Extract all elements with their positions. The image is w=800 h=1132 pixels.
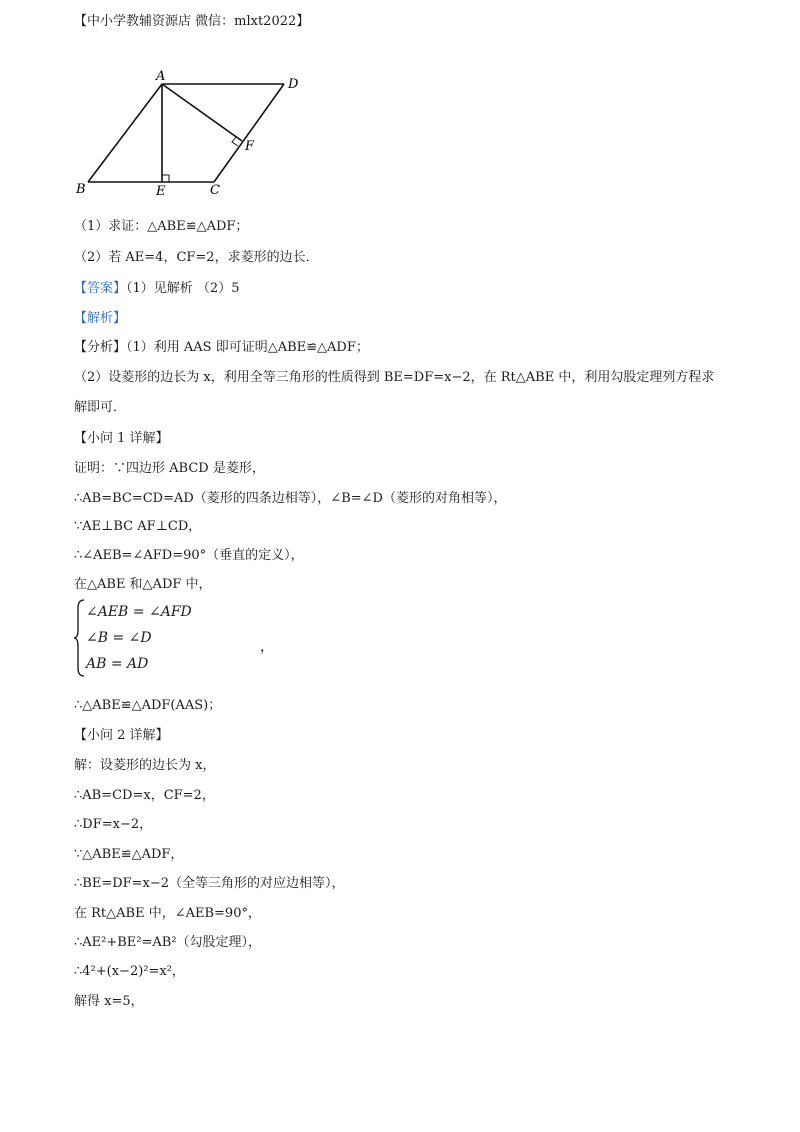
- solution-line-1: 解：设菱形的边长为 x，: [74, 758, 216, 773]
- label-A: A: [156, 69, 166, 84]
- label-D: D: [288, 77, 299, 92]
- label-B: B: [76, 182, 86, 197]
- rhombus-figure: [70, 68, 310, 202]
- analysis-3: 解即可．: [74, 400, 127, 415]
- analysis-2: （2）设菱形的边长为 x，利用全等三角形的性质得到 BE=DF=x−2，在 Rt△ABE 中，利用勾股定理列方程求: [74, 370, 715, 385]
- answer-tag: 【答案】: [74, 281, 127, 296]
- analysis-tag: 【解析】: [74, 311, 127, 326]
- answer-line: [74, 280, 239, 298]
- system-comma: ，: [260, 639, 274, 655]
- solution-line-3: ∴DF=x−2，: [74, 817, 153, 832]
- label-C: C: [210, 183, 220, 198]
- proof-line-2: ∴AB=BC=CD=AD（菱形的四条边相等），∠B=∠D（菱形的对角相等），: [74, 491, 507, 506]
- analysis-1: 【分析】（1）利用 AAS 即可证明△ABE≌△ADF；: [74, 340, 369, 355]
- label-F: F: [245, 139, 255, 154]
- equation-1: ∠AEB = ∠AFD: [86, 604, 192, 620]
- equation-2: ∠B = ∠D: [86, 630, 152, 646]
- part2-heading: 【小问 2 详解】: [74, 728, 169, 743]
- solution-line-4: ∵△ABE≌△ADF，: [74, 847, 184, 862]
- solution-line-7: ∴AE²+BE²=AB²（勾股定理），: [74, 935, 262, 950]
- proof-line-5: 在△ABE 和△ADF 中，: [74, 577, 212, 592]
- proof-line-4: ∴∠AEB=∠AFD=90°（垂直的定义），: [74, 548, 304, 563]
- equation-3: AB = AD: [86, 656, 149, 672]
- proof-line-1: 证明：∵四边形 ABCD 是菱形，: [74, 461, 265, 476]
- question-1: （1）求证：△ABE≌△ADF；: [74, 219, 249, 234]
- label-E: E: [156, 184, 166, 198]
- proof-line-6: ∴△ABE≌△ADF(AAS)；: [74, 698, 222, 713]
- part1-heading: 【小问 1 详解】: [74, 431, 169, 446]
- page-header: 【中小学教辅资源店 微信：mlxt2022】: [74, 14, 310, 29]
- solution-line-8: ∴4²+(x−2)²=x²，: [74, 964, 185, 979]
- solution-line-9: 解得 x=5，: [74, 994, 144, 1009]
- equation-system: [74, 598, 274, 678]
- rhombus-diagram: [70, 68, 310, 198]
- question-2: （2）若 AE=4，CF=2，求菱形的边长．: [74, 250, 319, 265]
- left-brace-icon: [74, 598, 86, 678]
- solution-line-5: ∴BE=DF=x−2（全等三角形的对应边相等），: [74, 876, 345, 891]
- solution-line-2: ∴AB=CD=x，CF=2，: [74, 788, 215, 803]
- proof-line-3: ∵AE⊥BC AF⊥CD，: [74, 519, 202, 534]
- solution-line-6: 在 Rt△ABE 中，∠AEB=90°，: [74, 906, 261, 921]
- answer-text: （1）见解析 （2）5: [126, 281, 240, 296]
